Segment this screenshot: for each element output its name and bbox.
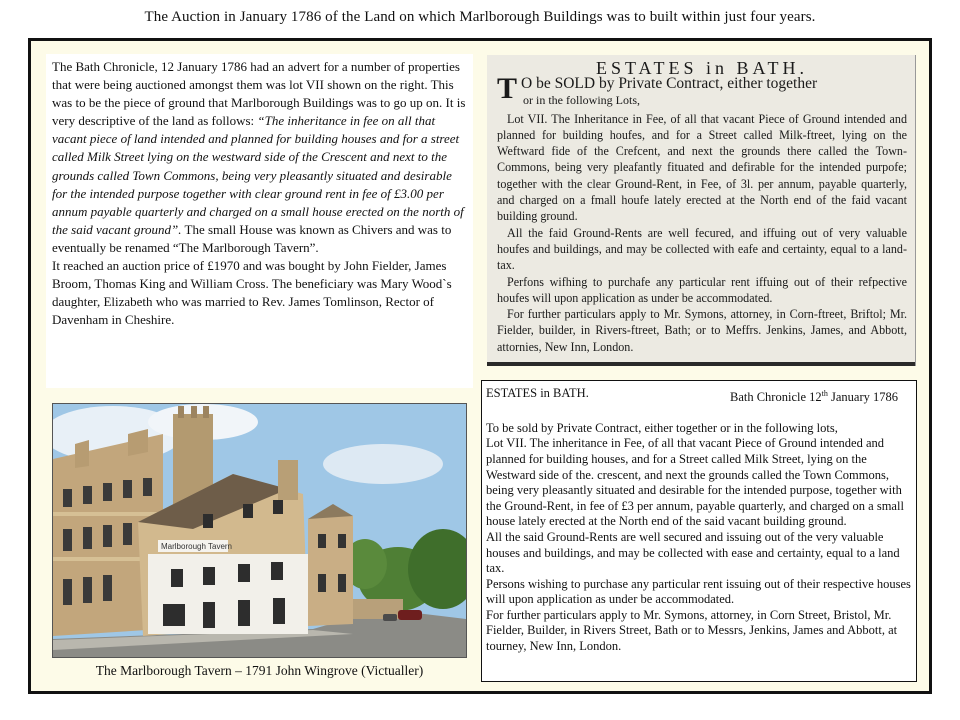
clipping-paragraph-4: For further particulars apply to Mr. Symons, attorney, in Corn-ftreet, Briftol; Mr. Fielder, builder, in Rivers-ftreet, Bath; or to Meffrs. Jenkins, James, and Abbott, attornies, New Inn, London. — [497, 307, 907, 354]
intro-paragraph-1 — [52, 58, 467, 257]
intro-paragraph-2: It reached an auction price of £1970 and was bought by John Fielder, James Broom, Thomas King and William Cross. The beneficiary was Mary Wood`s daughter, Elizabeth who was married to Rev. James Tomlinson, Rector of Davenham in Cheshire. — [52, 258, 452, 328]
clipping-paragraph-2: All the faid Ground-Rents are well fecured, and iffuing out of very valuable houfes and buildings, and may be collected with eafe and certainty, equal to a land-tax. — [497, 225, 907, 273]
transcript-paragraph-2: Lot VII. The inheritance in Fee, of all that vacant Piece of Ground intended and planned for building houses, and for a Street called Milk Street, lying on the Westward side of the. crescent, and next the grounds called the Town Commons, being very pleasantly situated and desirable for the intended purpose, together with the Ground-Rent, in fee of £3 per annum, payable quarterly, and charged on a small house lately erected at the North end of the said vacant building ground. — [486, 436, 904, 529]
slide-title: The Auction in January 1786 of the Land on which Marlborough Buildings was to built within just four years. — [144, 9, 816, 25]
intro-p1-start: The Bath Chronicle, 12 January 1786 had an advert for a number of properties that were being auctioned amongst them was lot VII shown on the right. This was to be the piece of ground that Marlborough Buildings was to go up on. It is very descriptive of the land as follows: — [52, 59, 466, 129]
photo-caption: The Marlborough Tavern – 1791 John Wingrove (Victualler) — [95, 663, 424, 678]
clipping-paragraph-3: Perfons wifhing to purchafe any particular rent iffuing out of their refpective houfes will upon application as under be accommodated. — [497, 274, 907, 305]
transcript-heading-left: ESTATES in BATH. — [486, 386, 589, 400]
clipping-dropcap: T — [497, 72, 518, 106]
clipping-sub-line: or in the following Lots, — [523, 93, 640, 108]
transcript-heading — [486, 386, 912, 406]
transcript-box — [481, 380, 917, 682]
transcript-paragraph-4: Persons wishing to purchase any particular rent issuing out of their respective houses will upon application as under be accommodated. — [486, 576, 911, 607]
transcript-date-suffix: th — [821, 389, 828, 398]
transcript-date: January 1786 — [831, 390, 898, 405]
photo-sign: Marlborough Tavern — [161, 542, 233, 551]
transcript-paragraph-5: For further particulars apply to Mr. Symons, attorney, in Corn Street, Bristol, Mr. Fielder, Builder, in Rivers Street, Bath or to Messrs, Jenkins, James and Abbott, at tourney, New Inn, London. — [486, 607, 898, 654]
intro-text-box — [46, 54, 473, 388]
transcript-heading-right — [730, 386, 898, 406]
newspaper-clipping-image — [487, 55, 916, 366]
clipping-paragraph-1: Lot VII. The Inheritance in Fee, of all that vacant Piece of Ground intended and planned for building houfes, and for a Street called Milk-ftreet, lying on the Weftward fide of the Crefcent, and next the grounds there called the Town-Commons, being very pleafantly fituated and defirable for the intended purpofe; together with the clear Ground-Rent, in Fee, of 3l. per annum, payable quarterly, and charged on a fmall houfe lately erected at the North end of the faid vacant building ground. — [497, 111, 907, 224]
transcript-source: Bath Chronicle 12 — [729, 390, 822, 405]
intro-p1-end: The small House was known as Chivers and was to eventually be renamed “The Marlborough Tavern”. — [52, 221, 452, 255]
transcript-paragraph-3: All the said Ground-Rents are well secured and issuing out of the very valuable houses and buildings, and may be collected with ease and certainty, equal to a land tax. — [486, 529, 900, 576]
clipping-scan-edge — [487, 362, 915, 366]
clipping-heading: ESTATES in BATH. — [595, 58, 809, 78]
intro-p1-quote: “The inheritance in fee on all that vacant piece of land intended and planned for building houses and for a street called Milk Street lying on the westward side of the Crescent and next to the grounds called Town Commons, being very pleasantly situated and desirable for the intended purpose together with clear ground rent in fee of £3.00 per annum payable quarterly and charged on a small house erected on the north of the said vacant ground”. — [52, 113, 464, 237]
marlborough-tavern-photo — [52, 403, 467, 658]
transcript-paragraph-1: To be sold by Private Contract, either together or in the following lots, — [486, 420, 838, 435]
clipping-first-line-text: O be SOLD by Private Contract, either together — [521, 75, 818, 93]
